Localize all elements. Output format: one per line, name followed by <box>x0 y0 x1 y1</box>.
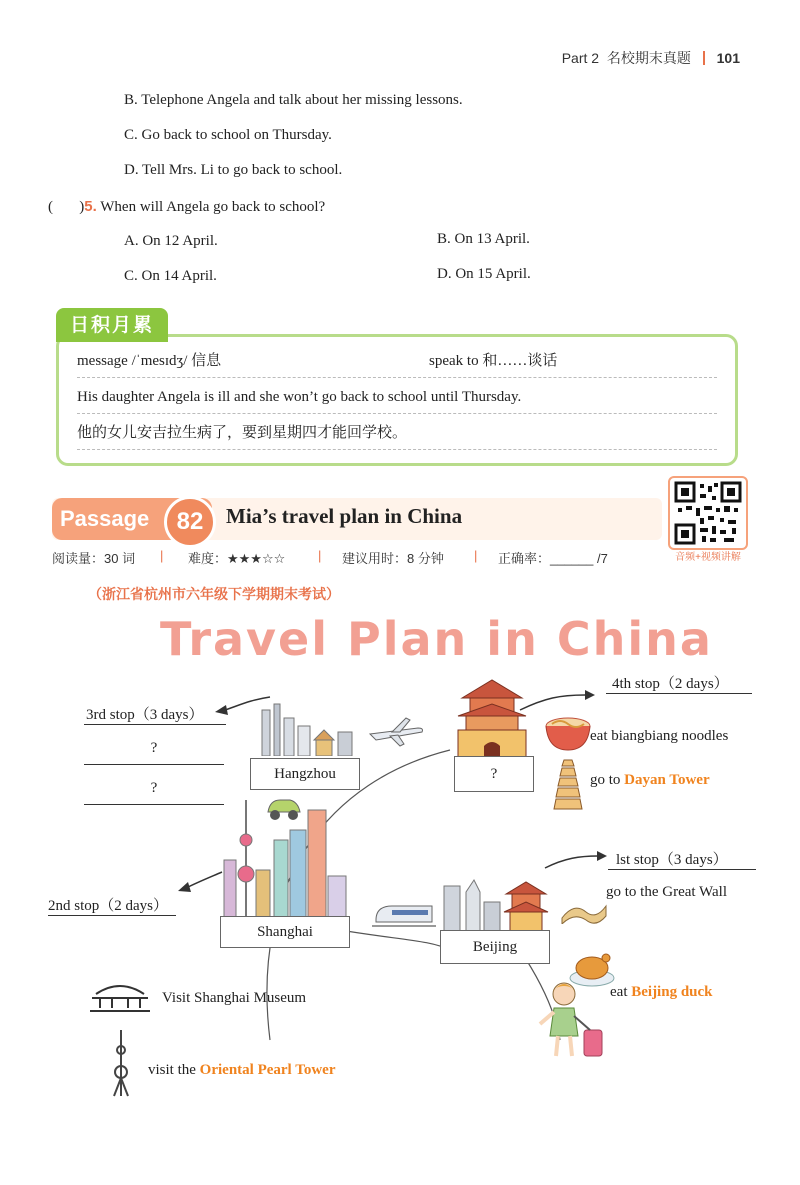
pearl-tower-highlight: Oriental Pearl Tower <box>199 1062 336 1078</box>
meta-divider: | <box>318 548 322 563</box>
page-header <box>562 48 740 68</box>
vocab-word-2: speak to 和……谈话 <box>429 353 558 369</box>
passage-title: Mia’s travel plan in China <box>226 504 463 528</box>
option-d: D. Tell Mrs. Li to go back to school. <box>124 162 343 178</box>
option-c: C. On 14 April. <box>124 268 217 284</box>
dayan-tower-icon <box>552 756 584 810</box>
poster-title: Travel Plan in China <box>160 612 713 666</box>
header-divider <box>703 51 705 65</box>
visit-the-text: visit the <box>148 1062 200 1078</box>
word-count: 阅读量：30 词 <box>52 551 136 566</box>
vocab-tab: 日积月累 <box>56 308 168 342</box>
city-unknown: ? <box>454 756 534 792</box>
qr-label: 音频+视频讲解 <box>675 552 741 563</box>
vocab-box <box>56 334 738 466</box>
option-b: B. Telephone Angela and talk about her missing lessons. <box>124 92 463 108</box>
city-hangzhou: Hangzhou <box>250 758 360 790</box>
plane-icon <box>366 714 426 748</box>
meta-divider: | <box>474 548 478 563</box>
city-shanghai: Shanghai <box>220 916 350 948</box>
vocab-sentence-en: His daughter Angela is ill and she won’t go back to school until Thursday. <box>77 381 717 414</box>
difficulty: 难度：★★★☆☆ <box>188 551 286 566</box>
question-5 <box>48 198 325 216</box>
source-note: （浙江省杭州市六年级下学期期末考试） <box>88 586 340 602</box>
shanghai-skyline-icon <box>218 800 352 918</box>
page-number: 101 <box>716 50 740 66</box>
beijing-duck-highlight: Beijing duck <box>631 984 713 1000</box>
accuracy: 正确率：______ /7 <box>498 551 608 566</box>
passage-label: Passage <box>52 498 212 540</box>
question-text: When will Angela go back to school? <box>100 199 326 215</box>
activity-museum: Visit Shanghai Museum <box>162 990 307 1006</box>
activity-eat-noodles: eat biangbiang noodles <box>590 728 729 744</box>
activity-duck <box>610 984 713 1001</box>
option-a: A. On 12 April. <box>124 233 218 249</box>
dayan-tower-highlight: Dayan Tower <box>624 772 710 788</box>
stop-1-label: lst stop（3 days） <box>608 848 756 870</box>
option-c: C. Go back to school on Thursday. <box>124 127 332 143</box>
qr-code-icon[interactable] <box>668 476 748 550</box>
header-part: Part 2 <box>561 50 600 66</box>
go-to-text: go to <box>590 772 625 788</box>
header-section: 名校期末真题 <box>606 50 691 66</box>
beijing-skyline-icon <box>440 872 550 932</box>
vocab-word-1: message /ˈmesɪdʒ/ 信息 <box>77 353 222 369</box>
train-icon <box>372 900 436 928</box>
city-beijing: Beijing <box>440 930 550 964</box>
girl-traveler-icon <box>534 980 610 1062</box>
great-wall-icon <box>560 898 608 924</box>
noodles-icon <box>544 712 592 752</box>
activity-pearl-tower <box>148 1062 335 1079</box>
hangzhou-skyline-icon <box>258 700 358 756</box>
option-d: D. On 15 April. <box>437 266 531 282</box>
blank-activity-2: ? <box>84 780 224 805</box>
activity-dayan <box>590 772 710 789</box>
activity-great-wall: go to the Great Wall <box>606 884 727 900</box>
option-b: B. On 13 April. <box>437 231 530 247</box>
suggested-time: 建议用时：8 分钟 <box>342 551 444 566</box>
passage-number: 82 <box>164 496 216 548</box>
blank-activity-1: ? <box>84 740 224 765</box>
drum-tower-icon <box>452 672 532 760</box>
answer-paren: ( ) <box>48 199 85 215</box>
stop-2-label: 2nd stop（2 days） <box>48 894 176 916</box>
vocab-sentence-zh: 他的女儿安吉拉生病了，要到星期四才能回学校。 <box>77 417 717 450</box>
museum-icon <box>90 980 150 1014</box>
eat-text: eat <box>610 984 632 1000</box>
meta-divider: | <box>160 548 164 563</box>
question-number: 5. <box>84 198 97 215</box>
vocab-row-words <box>77 345 717 378</box>
stop-4-label: 4th stop（2 days） <box>606 672 752 694</box>
pearl-tower-icon <box>110 1030 132 1098</box>
stop-3-label: 3rd stop（3 days） <box>84 703 226 725</box>
